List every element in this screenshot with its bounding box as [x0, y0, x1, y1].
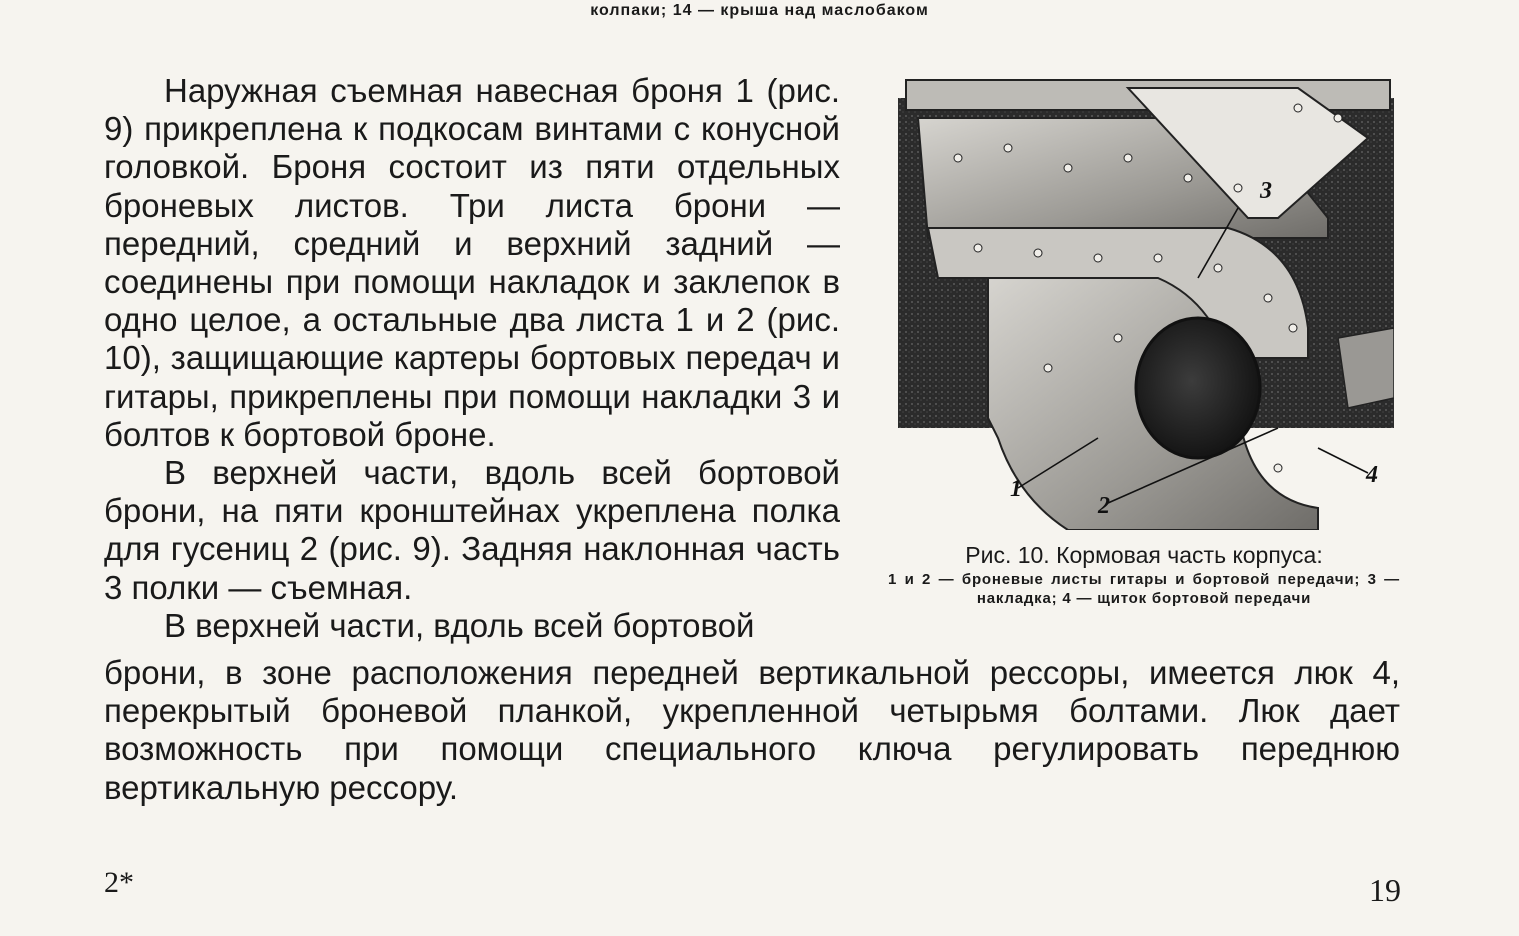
paragraph-2: В верхней части, вдоль всей бортовой брони, на пяти кронштейнах укреплена полка для гусениц 2 (рис. 9). Задняя наклонная часть 3 полки — съемная.	[104, 454, 840, 606]
paragraph-1: Наружная съемная навесная броня 1 (рис. 9) прикреплена к подкосам винтами с конусной головкой. Броня состоит из пяти отдельных броневых листов. Три листа брони — передний, средний и верхний задний — соединены при помощи накладок и заклепок в одно целое, а остальные два листа 1 и 2 (рис. 10), защищающие картеры бортовых передач и гитары, прикреплены при помощи накладки 3 и болтов к бортовой броне.	[104, 72, 840, 453]
figure-label-3: 3	[1260, 178, 1272, 204]
page-number: 19	[1369, 872, 1401, 908]
text-column	[104, 72, 840, 645]
top-caption: колпаки; 14 — крыша над маслобаком	[590, 2, 929, 19]
printer-signature: 2*	[104, 866, 134, 899]
figure-label-4: 4	[1366, 462, 1378, 488]
figure-10-illustration	[898, 78, 1394, 530]
figure-caption-title: Рис. 10. Кормовая часть корпуса:	[965, 542, 1323, 568]
text-full-width	[104, 654, 1400, 807]
paragraph-3-end: брони, в зоне расположения передней вертикальной рессоры, имеется люк 4, перекрытый броневой планкой, укрепленной четырьмя болтами. Люк дает возможность при помощи специального ключа регулировать переднюю вертикальную рессору.	[104, 654, 1400, 806]
figure-caption-legend: 1 и 2 — броневые листы гитары и бортовой передачи; 3 — накладка; 4 — щиток бортовой передачи	[888, 571, 1400, 607]
figure-label-1: 1	[1010, 476, 1022, 502]
figure-label-2: 2	[1098, 493, 1110, 519]
paragraph-3-start: В верхней части, вдоль всей бортовой	[164, 606, 755, 644]
hull-rear-drawing	[898, 78, 1394, 530]
figure-caption	[888, 540, 1400, 608]
